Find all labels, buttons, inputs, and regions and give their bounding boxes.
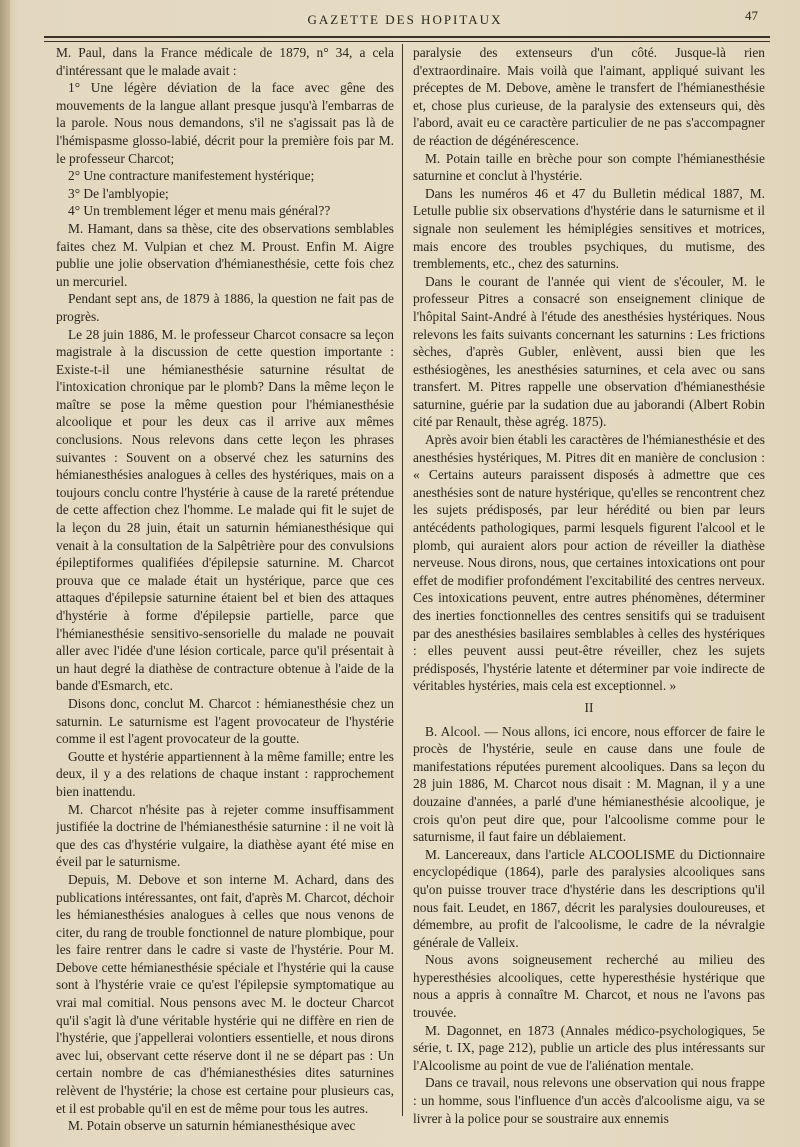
paragraph: Dans les numéros 46 et 47 du Bulletin médical 1887, M. Letulle publie six observations d'hystérie dans le saturnisme et il signale non seulement les hémiplégies sensitives et motrices, mais encore des troubles psychiques, du mutisme, des tremblements, etc., chez des saturnins. xyxy=(413,185,765,272)
page-binding-edge xyxy=(0,0,10,1147)
header-rule xyxy=(44,36,770,42)
paragraph: Dans le courant de l'année qui vient de s'écouler, M. le professeur Pitres a consacré son enseignement clinique de l'hôpital Saint-André à l'étude des anesthésies hystériques. Nous relevons les faits suivants concernant les saturnins : Les frictions sèches, d'après Gubler, enlèvent, aussi bien que les esthésiogènes, les anesthésies saturnines, et cela avec ou sans transfert. M. Pitres rappelle une observation d'hémianesthésie saturnine, guérie par la sudation due au jaborandi (Albert Robin cité par Renault, thèse agrég. 1875). xyxy=(413,273,765,430)
paragraph: 4° Un tremblement léger et menu mais général?? xyxy=(68,203,331,219)
paragraph: M. Lancereaux, dans l'article ALCOOLISME du Dictionnaire encyclopédique (1864), parle des paralysies alcooliques sans qu'on puisse trouver trace d'hystérie dans les descriptions qu'il nous fait. Leudet, en 1867, décrit les paralysies douloureuses, et démembre, au profit de l'alcoolisme, le cadre de la névralgie générale de Valleix. xyxy=(413,846,765,950)
paragraph: 1° Une légère déviation de la face avec gêne des mouvements de la langue allant presque jusqu'à l'embarras de la parole. Nous nous demandons, s'il ne s'agissait pas là de l'hémispasme glosso-labié, décrit pour la première fois par M. le professeur Charcot; xyxy=(56,80,394,166)
paragraph: Après avoir bien établi les caractères de l'hémianesthésie et des anesthésies hystériques, M. Pitres dit en manière de conclusion : « Certains auteurs paraissent disposés à admettre que ces anesthésies sont de nature hystérique, qu'elles se rencontrent chez les sujets prédisposés, par leur hérédité ou bien par leurs antécédents pathologiques, parmi lesquels figurent l'alcool et le plomb, qui auraient alors pour action de réveiller la diathèse nerveuse. Nous dirons, nous, que certaines intoxications ont pour effet de modifier profondément l'excitabilité des centres nerveux. Ces intoxications peuvent, entre autres phénomènes, déterminer des inerties fonctionnelles des centres sensitifs qui se traduisent par des anesthésies basilaires semblables à celles des hystériques : elles peuvent aussi peut-être réveiller, chez les sujets prédisposés, l'hystérie latente et déterminer par voie indirecte de véritables hystéries, mais cela est exceptionnel. » xyxy=(413,432,765,694)
paragraph: Le 28 juin 1886, M. le professeur Charcot consacre sa leçon magistrale à la discussion de cette question importante : Existe-t-il une hémianesthésie saturnine résultat de l'intoxication chronique par le plomb? Dans la même leçon le maître se pose la même question pour l'hémianesthésie alcoolique et pour les deux cas il arrive aux mêmes conclusions. Nous relevons dans cette leçon les phrases suivantes : Souvent on a observé chez les saturnins des hémianesthésies analogues à celles des hystériques, mais on a toujours conclu contre l'hystérie à cause de la rareté prétendue de cette affection chez l'homme. Le malade qui fit le sujet de la leçon du 28 juin, était un saturnin hémianesthésique qui venait à la consultation de la Salpêtrière pour des convulsions épileptiformes qualifiées d'épilepsie saturnine. M. Charcot prouva que ce malade était un hystérique, parce que ces attaques d'épilepsie saturnine étaient bel et bien des attaques d'hystérie à forme d'épilepsie partielle, parce que l'hémianesthésie sensitivo-sensorielle du malade ne pouvait aller avec l'idée d'une lésion corticale, parce qu'il présentait à un haut degré la diathèse de contracture obtenue à l'aide de la bande d'Esmarch, etc. xyxy=(56,326,394,694)
paragraph: Dans ce travail, nous relevons une observation qui nous frappe : un homme, sous l'influence d'un accès d'alcoolisme aigu, va se livrer à la police pour se soustraire aux ennemis xyxy=(413,1075,765,1126)
paragraph: M. Dagonnet, en 1873 (Annales médico-psychologiques, 5e série, t. IX, page 212), publie un article des plus intéressants sur l'Alcoolisme au point de vue de l'aliénation mentale. xyxy=(413,1022,765,1073)
paragraph: B. Alcool. — Nous allons, ici encore, nous efforcer de faire le procès de l'hystérie, seule en cause dans une foule de manifestations réputées purement alcooliques. Dans sa leçon du 28 juin 1886, M. Charcot nous disait : M. Magnan, il y a une douzaine d'années, a parlé d'une hémianesthésie alcoolique, je crois qu'on peut dire que, pour l'alcoolisme comme pour le saturnisme, il faut faire un déblaiement. xyxy=(413,723,765,845)
paragraph: Disons donc, conclut M. Charcot : hémianesthésie chez un saturnin. Le saturnisme est l'agent provocateur de l'hystérie comme il est l'agent provocateur de la goutte. xyxy=(56,695,394,747)
paragraph: Goutte et hystérie appartiennent à la même famille; entre les deux, il y a des relations de chaque instant : rapprochement bien inattendu. xyxy=(56,748,394,799)
paragraph: M. Potain observe un saturnin hémianesthésique avec xyxy=(68,1118,356,1134)
paragraph: M. Hamant, dans sa thèse, cite des observations semblables faites chez M. Vulpian et chez M. Proust. Enfin M. Aigre publie une jolie observation d'hémianesthésie, cette fois chez un mercuriel. xyxy=(56,220,394,289)
paragraph: Depuis, M. Debove et son interne M. Achard, dans des publications intéressantes, ont fait, d'après M. Charcot, déchoir les hémianesthésies analogues à celles que nous venons de citer, du rang de trouble fonctionnel de nature plombique, pour les faire rentrer dans le cadre si vaste de l'hystérie. Pour M. Debove cette hémianesthésie spéciale et l'hystérie qui la cause sont à l'hystérie vraie ce qu'est l'épilepsie symptomatique au vrai mal comitial. Nous pensons avec M. le docteur Charcot qu'il s'agit là d'une véritable hystérie qui ne diffère en rien de l'hystérie, que j'appellerai volontiers essentielle, et nous dirons avec lui, observant cette réserve dont il ne se départ pas : Un certain nombre de cas d'hémianesthésies dites saturnines relèvent de l'hystérie; la chose est certaine pour plusieurs cas, et il est probable qu'il en est de même pour tous les autres. xyxy=(56,871,394,1116)
journal-title: GAZETTE DES HOPITAUX xyxy=(307,12,503,27)
paragraph: Pendant sept ans, de 1879 à 1886, la question ne fait pas de progrès. xyxy=(56,291,394,324)
left-column xyxy=(56,44,394,1139)
paragraph: M. Charcot n'hésite pas à rejeter comme insuffisamment justifiée la doctrine de l'hémianesthésie saturnine : il ne voit là que des cas d'hystérie vulgaire, la diathèse ayant été mise en éveil par le saturnisme. xyxy=(56,801,394,870)
paragraph: M. Potain taille en brèche pour son compte l'hémianesthésie saturnine et conclut à l'hystérie. xyxy=(413,150,765,184)
paragraph: paralysie des extenseurs d'un côté. Jusque-là rien d'extraordinaire. Mais voilà que l'aimant, appliqué suivant les préceptes de M. Debove, amène le transfert de l'hémianesthésie et, chose plus curieuse, de la paralysie des extenseurs qui, dès l'abord, avait eu ce caractère particulier de ne pas s'accompagner de réaction de dégénérescence. xyxy=(413,45,765,148)
page-header xyxy=(40,6,770,36)
paragraph: Nous avons soigneusement recherché au milieu des hyperesthésies alcooliques, cette hyperesthésie hystérique que nous a appris à connaître M. Charcot, et nous ne l'avons pas trouvée. xyxy=(413,952,765,1021)
paragraph: 2° Une contracture manifestement hystérique; xyxy=(68,168,315,184)
right-column xyxy=(413,44,765,1139)
paragraph: 3° De l'amblyopie; xyxy=(68,185,169,201)
column-divider xyxy=(402,44,403,1116)
paragraph: M. Paul, dans la France médicale de 1879, n° 34, a cela d'intéressant que le malade avait : xyxy=(56,45,394,78)
section-number: II xyxy=(584,699,594,715)
page-number: 47 xyxy=(745,8,758,23)
